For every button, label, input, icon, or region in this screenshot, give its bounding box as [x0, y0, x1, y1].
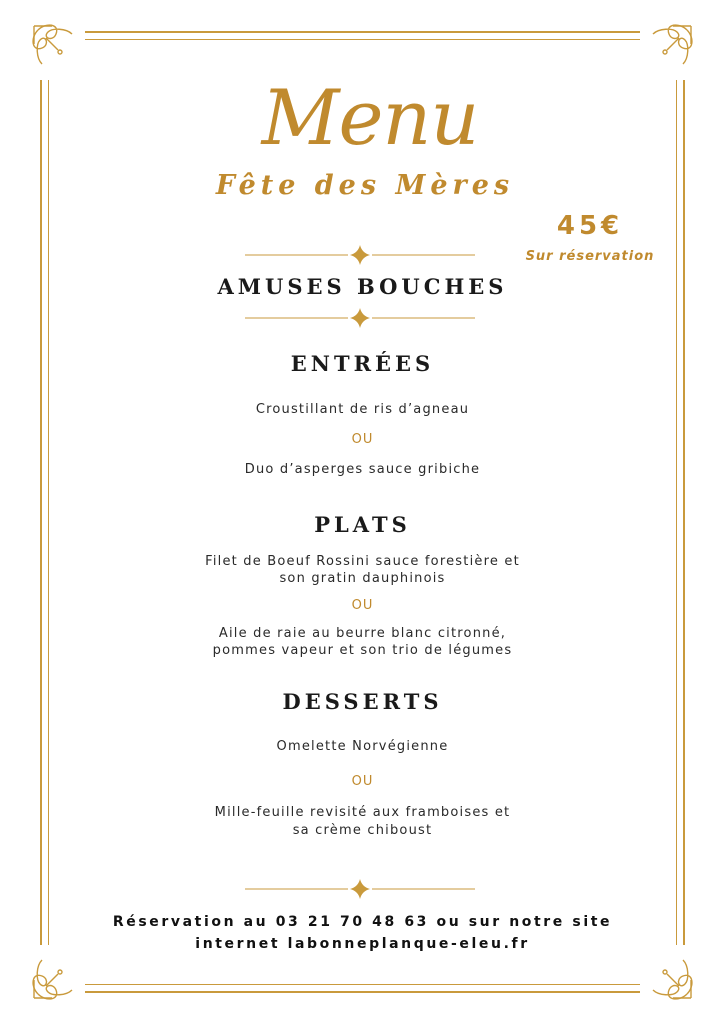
- corner-ornament-icon: [647, 954, 699, 1006]
- frame-top-outer: [85, 31, 640, 33]
- price-note: Sur réservation: [525, 249, 655, 264]
- frame-top-inner: [85, 39, 640, 40]
- corner-ornament-icon: [647, 18, 699, 70]
- ou-separator: OU: [351, 432, 374, 447]
- footer-reservation: Réservation au 03 21 70 48 63 ou sur notre site: [112, 914, 613, 930]
- dish-plat-1-line1: Filet de Boeuf Rossini sauce forestière et: [205, 554, 520, 569]
- dish-plat-2-line2: pommes vapeur et son trio de légumes: [212, 643, 513, 658]
- corner-ornament-icon: [26, 18, 78, 70]
- dish-dessert-2-line1: Mille-feuille revisité aux framboises et: [214, 805, 511, 820]
- section-title-entrees: ENTRÉES: [290, 351, 435, 376]
- dish-dessert-1: Omelette Norvégienne: [276, 739, 449, 754]
- price-label: 45€: [556, 211, 624, 241]
- section-title-desserts: DESSERTS: [282, 689, 443, 714]
- section-title-amuses-bouches: AMUSES BOUCHES: [217, 274, 508, 299]
- corner-ornament-icon: [26, 954, 78, 1006]
- page-title: Menu: [261, 73, 479, 162]
- frame-bottom-inner: [85, 984, 640, 985]
- frame-bottom-outer: [85, 991, 640, 993]
- dish-dessert-2-line2: sa crème chiboust: [292, 823, 433, 838]
- diamond-star-icon: [240, 243, 480, 267]
- dish-plat-1-line2: son gratin dauphinois: [279, 571, 446, 586]
- divider-after-amuses: [240, 306, 480, 330]
- divider-top: [240, 243, 480, 267]
- dish-entree-1: Croustillant de ris d’agneau: [255, 402, 470, 417]
- dish-plat-2-line1: Aile de raie au beurre blanc citronné,: [218, 626, 507, 641]
- footer-website[interactable]: internet labonneplanque-eleu.fr: [195, 936, 530, 952]
- divider-bottom: [240, 877, 480, 901]
- section-title-plats: PLATS: [314, 512, 411, 537]
- ou-separator: OU: [351, 598, 374, 613]
- dish-entree-2: Duo d’asperges sauce gribiche: [244, 462, 481, 477]
- page-subtitle: Fête des Mères: [215, 170, 515, 201]
- ou-separator: OU: [351, 774, 374, 789]
- diamond-star-icon: [240, 306, 480, 330]
- diamond-star-icon: [240, 877, 480, 901]
